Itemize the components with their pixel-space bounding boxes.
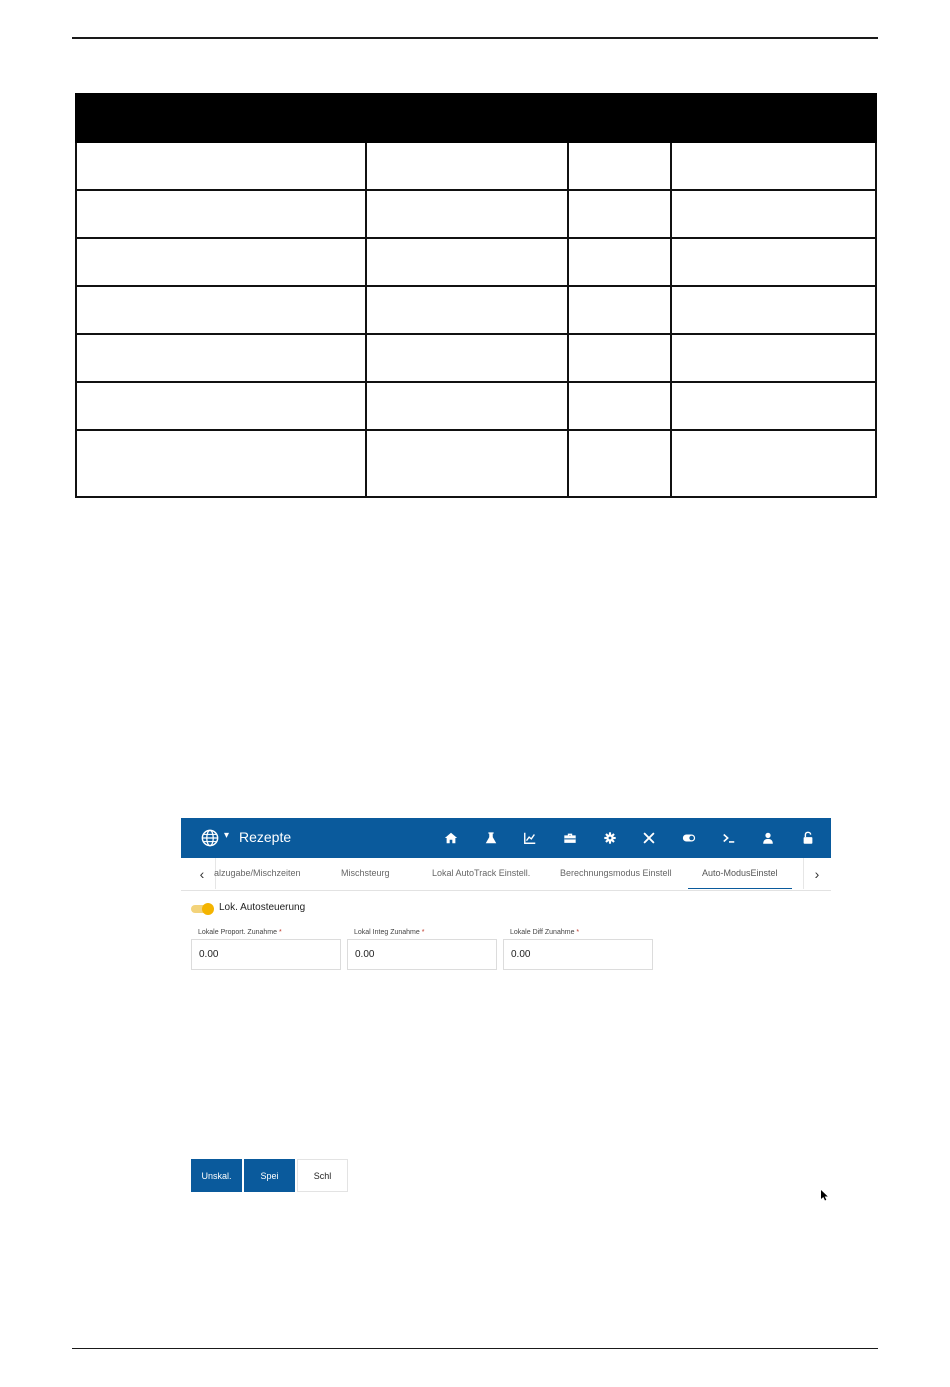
footer-rule (72, 1348, 878, 1349)
tab-zugabe-mischzeiten[interactable]: alzugabe/Mischzeiten (214, 868, 301, 878)
table-row (76, 382, 876, 430)
user-icon[interactable] (749, 828, 789, 848)
header-rule (72, 37, 878, 39)
table-cell (76, 430, 366, 497)
proport-zunahme-input[interactable] (191, 939, 341, 970)
table-row (76, 142, 876, 190)
table-cell (366, 286, 568, 334)
flask-icon[interactable] (471, 828, 511, 848)
table-cell (568, 190, 671, 238)
table-cell (366, 334, 568, 382)
table-cell (366, 190, 568, 238)
table-cell (76, 334, 366, 382)
field-label-text: Lokale Diff Zunahme (510, 929, 575, 936)
table-cell (568, 142, 671, 190)
terminal-icon[interactable] (709, 828, 749, 848)
close-button[interactable]: Schl (297, 1159, 348, 1192)
integ-zunahme-input[interactable] (347, 939, 497, 970)
autosteuerung-toggle[interactable] (191, 903, 213, 915)
table-cell (76, 142, 366, 190)
gear-icon[interactable] (590, 828, 630, 848)
table-cell (76, 190, 366, 238)
table-cell (366, 238, 568, 286)
table-cell (671, 430, 876, 497)
app-header (181, 818, 831, 858)
tools-icon[interactable] (629, 828, 669, 848)
table-cell (568, 430, 671, 497)
tab-berechnungsmodus[interactable]: Berechnungsmodus Einstell (560, 868, 672, 878)
required-mark: * (576, 929, 580, 936)
unlock-icon[interactable] (788, 828, 828, 848)
table-cell (76, 382, 366, 430)
mouse-pointer-icon (821, 1190, 829, 1201)
home-icon[interactable] (431, 828, 471, 848)
chart-icon[interactable] (510, 828, 550, 848)
field-label (510, 929, 579, 936)
chevron-down-icon[interactable]: ▾ (224, 830, 230, 841)
chevron-left-icon[interactable]: ‹ (189, 858, 216, 889)
tab-lokal-autotrack[interactable]: Lokal AutoTrack Einstell. (432, 868, 531, 878)
table-header-row (76, 94, 876, 142)
table-row (76, 190, 876, 238)
tab-bar (181, 858, 831, 891)
table-cell (76, 238, 366, 286)
tab-auto-modus[interactable]: Auto-ModusEinstel (688, 858, 792, 889)
toggle-icon[interactable] (669, 828, 709, 848)
table-cell (568, 238, 671, 286)
diff-zunahme-input[interactable] (503, 939, 653, 970)
table-cell (366, 382, 568, 430)
table-row (76, 334, 876, 382)
toggle-knob (202, 903, 214, 915)
table-cell (671, 382, 876, 430)
required-mark: * (278, 929, 282, 936)
save-button[interactable]: Spei (244, 1159, 295, 1192)
embedded-app-screenshot (181, 818, 831, 1208)
unskal-button[interactable]: Unskal. (191, 1159, 242, 1192)
table-cell (671, 142, 876, 190)
table-cell (671, 286, 876, 334)
table-row (76, 238, 876, 286)
field-label (354, 929, 424, 936)
page-title: Rezepte (239, 829, 292, 845)
table-cell (568, 286, 671, 334)
table-cell (671, 334, 876, 382)
table-cell (568, 334, 671, 382)
table-row (76, 430, 876, 497)
field-label-text: Lokal Integ Zunahme (354, 929, 420, 936)
table-header-cell (671, 94, 876, 142)
table-row (76, 286, 876, 334)
chevron-right-icon[interactable]: › (803, 858, 830, 889)
table-header-cell (76, 94, 366, 142)
table-cell (76, 286, 366, 334)
required-mark: * (421, 929, 425, 936)
table-cell (568, 382, 671, 430)
field-label (198, 929, 282, 936)
table-header-cell (366, 94, 568, 142)
globe-icon[interactable] (201, 829, 219, 847)
toolbar-icons (431, 828, 828, 848)
table-cell (671, 190, 876, 238)
table-cell (366, 142, 568, 190)
table-header-cell (568, 94, 671, 142)
toggle-label: Lok. Autosteuerung (219, 902, 306, 913)
table-cell (671, 238, 876, 286)
toolbox-icon[interactable] (550, 828, 590, 848)
table-cell (366, 430, 568, 497)
field-label-text: Lokale Proport. Zunahme (198, 929, 277, 936)
tab-mischsteurg[interactable]: Mischsteurg (341, 868, 390, 878)
document-table (75, 93, 877, 498)
